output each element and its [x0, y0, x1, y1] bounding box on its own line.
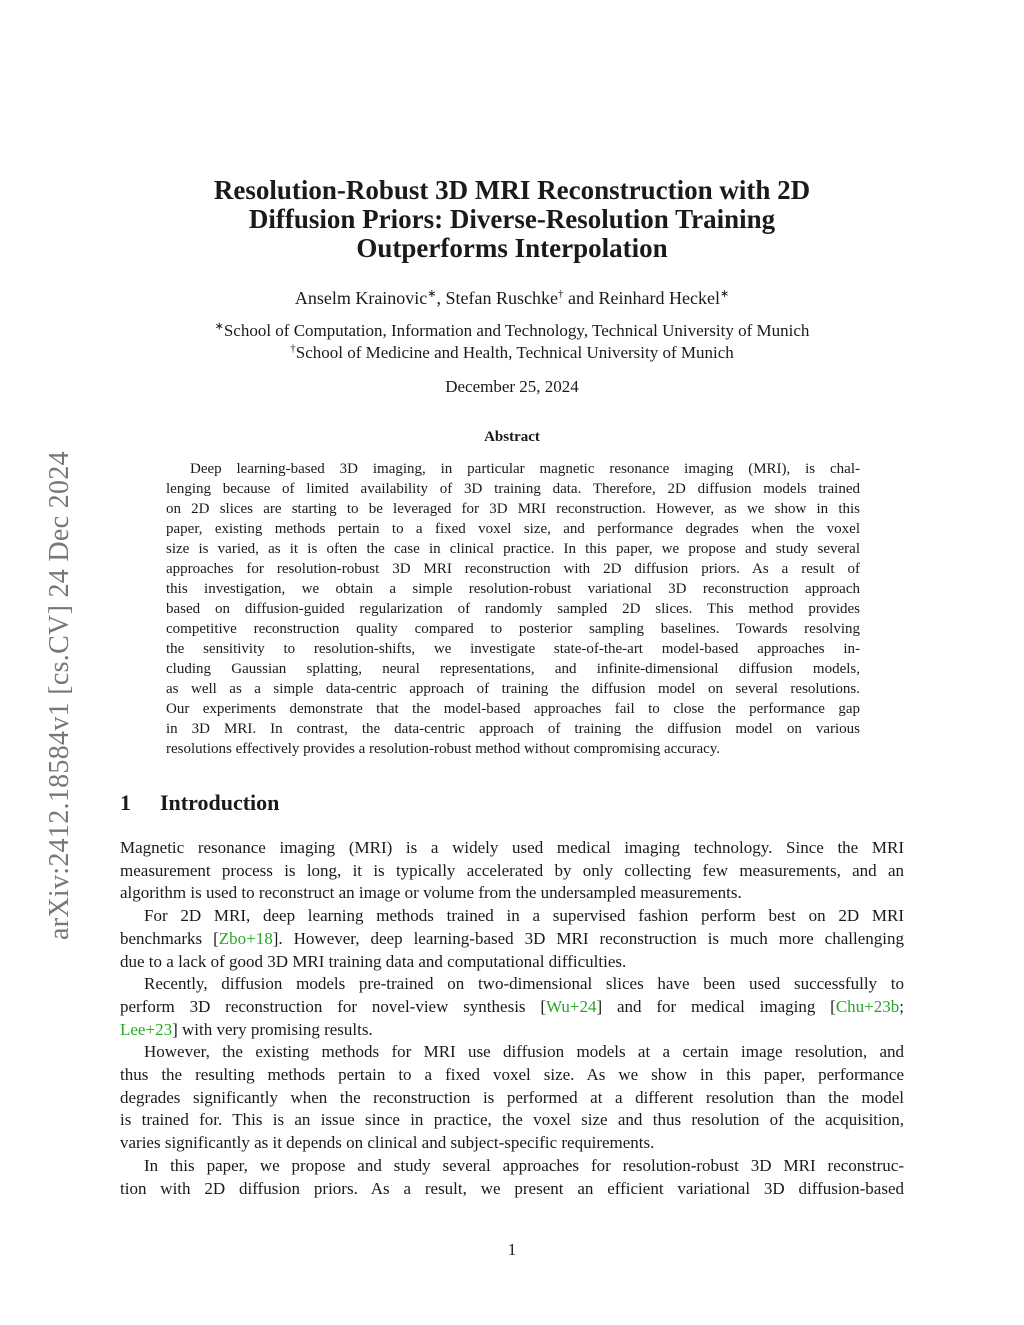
citation-link[interactable]: Lee+23	[120, 1019, 173, 1039]
abstract-line: in 3D MRI. In contrast, the data-centric approach of training the diffusion model on various	[166, 721, 860, 737]
body-line: For 2D MRI, deep learning methods trained in a supervised fashion perform best on 2D MRI	[144, 906, 904, 926]
body-line: thus the resulting methods pertain to a fixed voxel size. As we show in this paper, performance	[120, 1065, 904, 1085]
abstract-line: paper, existing methods pertain to a fixed voxel size, and performance degrades when the voxel	[166, 521, 860, 537]
affiliation-text: School of Medicine and Health, Technical University of Munich	[295, 343, 734, 362]
text-run: benchmarks [	[120, 928, 219, 948]
citation-link[interactable]: Wu+24	[546, 996, 597, 1016]
affiliation	[0, 321, 1024, 341]
affiliation-mark: †	[290, 342, 296, 355]
abstract-line: based on diffusion-guided regularization of randomly sampled 2D slices. This method provides	[166, 601, 860, 617]
body-line: In this paper, we propose and study several approaches for resolution-robust 3D MRI reconstruc-	[144, 1155, 904, 1175]
text-run: ;	[899, 996, 904, 1016]
arxiv-identifier: arXiv:2412.18584v1 [cs.CV] 24 Dec 2024	[44, 451, 75, 940]
author-separator: ,	[436, 288, 446, 308]
abstract-line: cluding Gaussian splatting, neural representations, and infinite-dimensional diffusion models,	[166, 661, 860, 677]
affiliation-mark: †	[558, 288, 564, 300]
body-line: varies significantly as it depends on clinical and subject-specific requirements.	[120, 1133, 655, 1153]
abstract-line: as well as a simple data-centric approach of training the diffusion model on several resolutions.	[166, 681, 860, 697]
abstract-line: resolutions effectively provides a resolution-robust method without compromising accuracy.	[166, 741, 721, 757]
abstract-line: lenging because of limited availability of 3D training data. Therefore, 2D diffusion models trained	[166, 481, 860, 497]
body-text	[120, 837, 904, 1200]
body-line: is trained for. This is an issue since in practice, the voxel size and thus resolution of the acquisition,	[120, 1110, 904, 1130]
abstract-line: Deep learning-based 3D imaging, in particular magnetic resonance imaging (MRI), is chal-	[190, 461, 860, 477]
affiliation-text: School of Computation, Information and Technology, Technical University of Munich	[223, 321, 810, 340]
body-line	[120, 928, 904, 951]
abstract-body	[166, 459, 860, 759]
paper-title	[140, 176, 884, 263]
body-line: tion with 2D diffusion priors. As a result, we present an efficient variational 3D diffusion-based	[120, 1178, 904, 1198]
abstract-heading: Abstract	[484, 429, 540, 445]
section-number: 1	[120, 790, 131, 815]
abstract-line: this investigation, we obtain a simple resolution-robust variational 3D reconstruction approach	[166, 581, 860, 597]
body-line: However, the existing methods for MRI use diffusion models at a certain image resolution, and	[144, 1042, 904, 1062]
body-line: algorithm is used to reconstruct an image or volume from the undersampled measurements.	[120, 883, 742, 903]
abstract-line: on 2D slices are starting to be leveraged for 3D MRI reconstruction. However, as we show in this	[166, 501, 860, 517]
section-title: Introduction	[160, 790, 280, 815]
author-name: Reinhard Heckel	[598, 288, 720, 308]
affiliation-mark: ∗	[427, 288, 437, 300]
affiliation	[0, 343, 1024, 363]
body-line: measurement process is long, it is typically accelerated by only collecting few measurements, and an	[120, 860, 904, 880]
body-line: Magnetic resonance imaging (MRI) is a widely used medical imaging technology. Since the MRI	[120, 838, 904, 857]
text-run: ] and for medical imaging [	[596, 996, 836, 1016]
affiliation-mark: ∗	[719, 288, 730, 300]
body-line	[120, 1019, 904, 1042]
citation-link[interactable]: Zbo+18	[218, 928, 273, 948]
text-run: ]. However, deep learning-based 3D MRI reconstruction is much more challenging	[272, 928, 904, 948]
abstract-line: competitive reconstruction quality compared to posterior sampling baselines. Towards resolving	[166, 621, 860, 637]
text-run: ] with very promising results.	[172, 1019, 373, 1039]
section-heading	[120, 790, 279, 816]
text-run: perform 3D reconstruction for novel-view synthesis [	[120, 996, 547, 1016]
author-separator: and	[563, 288, 599, 308]
body-line: degrades significantly when the reconstruction is performed at a different resolution than the model	[120, 1087, 904, 1107]
body-line: Recently, diffusion models pre-trained on two-dimensional slices have been used successfully to	[144, 974, 904, 994]
page-number: 1	[507, 1240, 517, 1259]
body-line: due to a lack of good 3D MRI training data and computational difficulties.	[120, 951, 627, 971]
title-line: Resolution-Robust 3D MRI Reconstruction with 2D	[213, 175, 811, 205]
abstract-line: the sensitivity to resolution-shifts, we investigate state-of-the-art model-based approaches in-	[166, 641, 860, 657]
author-name: Stefan Ruschke	[445, 288, 558, 308]
citation-link[interactable]: Chu+23b	[835, 996, 900, 1016]
title-line: Diffusion Priors: Diverse-Resolution Training	[248, 204, 776, 234]
abstract-line: approaches for resolution-robust 3D MRI reconstruction with 2D diffusion priors. As a result of	[166, 561, 860, 577]
body-line	[120, 996, 904, 1019]
publication-date: December 25, 2024	[445, 377, 579, 396]
author-name: Anselm Krainovic	[294, 288, 428, 308]
abstract-line: Our experiments demonstrate that the model-based approaches fail to close the performance gap	[166, 701, 860, 717]
affiliation-mark: ∗	[214, 320, 224, 333]
abstract-line: size is varied, as it is often the case in clinical practice. In this paper, we propose and study several	[166, 541, 860, 557]
title-line: Outperforms Interpolation	[356, 233, 668, 263]
author-list	[0, 288, 1024, 309]
